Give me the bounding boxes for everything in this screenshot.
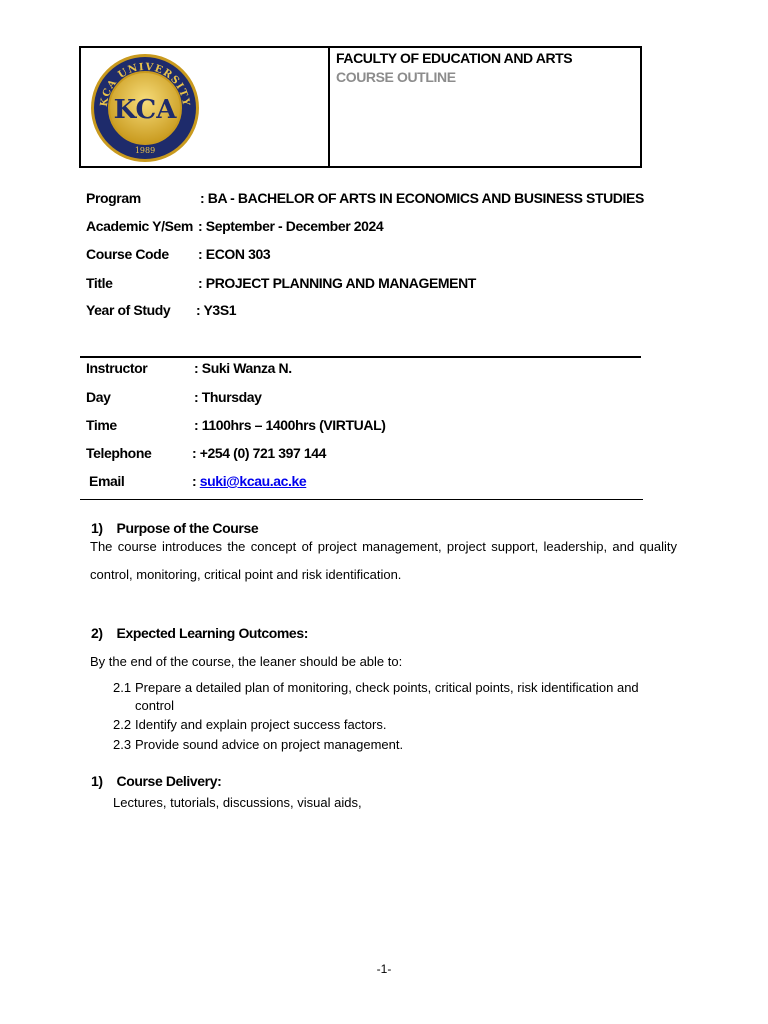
info-value: : BA - BACHELOR OF ARTS IN ECONOMICS AND BUSINESS STUDIES — [200, 190, 644, 206]
info-label: Course Code — [86, 246, 169, 262]
info-label: Time — [86, 417, 117, 433]
header-box — [79, 46, 642, 168]
logo-ring-text: KCA UNIVERSITY — [98, 61, 192, 108]
info-value: : September - December 2024 — [198, 218, 384, 234]
section-number: 1) — [91, 773, 103, 789]
section-title: Course Delivery: — [116, 773, 222, 789]
section-delivery-heading — [91, 773, 221, 789]
info-label: Program — [86, 190, 141, 206]
faculty-title: FACULTY OF EDUCATION AND ARTS — [336, 50, 573, 66]
header-divider — [328, 48, 330, 166]
info-value: : ECON 303 — [198, 246, 271, 262]
section-number: 2) — [91, 625, 103, 641]
outcome-text-continued: control — [135, 698, 175, 713]
delivery-text: Lectures, tutorials, discussions, visual aids, — [113, 795, 362, 810]
course-outline-label: COURSE OUTLINE — [336, 69, 456, 85]
info-label: Academic Y/Sem — [86, 218, 193, 234]
info-label: Title — [86, 275, 113, 291]
outcome-item — [113, 716, 679, 734]
divider-bottom — [80, 499, 643, 500]
page-number: -1- — [376, 962, 392, 976]
outcome-number: 2.3 — [113, 737, 132, 752]
outcome-text: Identify and explain project success factors. — [135, 717, 387, 732]
info-value: : Thursday — [194, 389, 262, 405]
purpose-paragraph: The course introduces the concept of project management, project support, leadership, and quality control, monitoring, critical point and risk identification. — [90, 539, 677, 582]
info-label: Day — [86, 389, 111, 405]
email-colon: : — [192, 473, 197, 489]
info-label: Year of Study — [86, 302, 171, 318]
info-label: Instructor — [86, 360, 148, 376]
outcome-text: Provide sound advice on project management. — [135, 737, 404, 752]
outcome-number: 2.1 — [113, 680, 132, 695]
university-logo — [89, 52, 201, 164]
outcome-number: 2.2 — [113, 717, 132, 732]
outcome-text: Prepare a detailed plan of monitoring, check points, critical points, risk identification and — [135, 680, 639, 695]
info-label: Telephone — [86, 445, 152, 461]
info-value: : Suki Wanza N. — [194, 360, 292, 376]
outcomes-intro: By the end of the course, the leaner should be able to: — [90, 654, 403, 669]
logo-year: 1989 — [134, 146, 156, 155]
divider-top — [80, 356, 641, 358]
logo-monogram: KCA — [113, 95, 177, 125]
section-number: 1) — [91, 520, 103, 536]
outcome-item — [113, 679, 679, 715]
section-title: Purpose of the Course — [116, 520, 259, 536]
email-link[interactable]: suki@kcau.ac.ke — [199, 473, 307, 489]
outcome-item — [113, 736, 679, 754]
section-title: Expected Learning Outcomes: — [116, 625, 308, 641]
section-outcomes-heading — [91, 625, 308, 641]
info-label: Email — [89, 473, 125, 489]
info-value: : Y3S1 — [196, 302, 237, 318]
info-value: : PROJECT PLANNING AND MANAGEMENT — [198, 275, 476, 291]
info-value: : 1100hrs – 1400hrs (VIRTUAL) — [194, 417, 386, 433]
info-value: : +254 (0) 721 397 144 — [192, 445, 327, 461]
